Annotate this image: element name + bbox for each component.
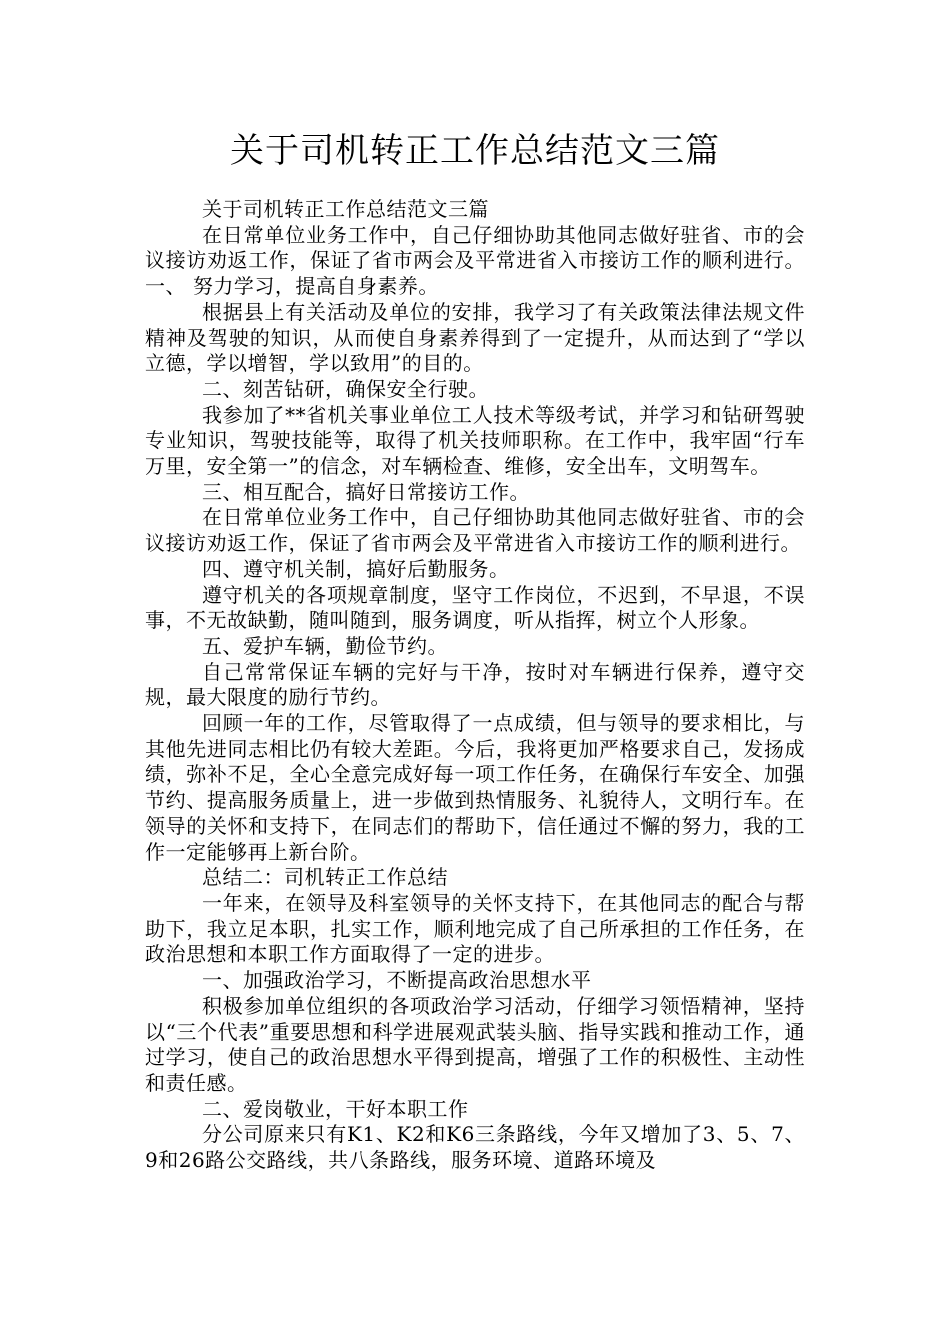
paragraph: 在日常单位业务工作中，自己仔细协助其他同志做好驻省、市的会议接访劝返工作，保证了省市两会及平常进省入市接访工作的顺利进行。 [145,505,805,556]
section-heading: 四、遵守机关制，搞好后勤服务。 [202,556,510,581]
paragraph: 积极参加单位组织的各项政治学习活动，仔细学习领悟精神，坚持以“三个代表”重要思想和科学进展观武装头脑、指导实践和推动工作，通过学习，使自己的政治思想水平得到提高，增强了工作的积极性、主动性和责任感。 [145,993,805,1095]
paragraph: 遵守机关的各项规章制度，坚守工作岗位，不迟到，不早退，不误事，不无故缺勤，随叫随到，服务调度，听从指挥，树立个人形象。 [145,582,805,633]
paragraph: 关于司机转正工作总结范文三篇 [202,197,489,221]
paragraph: 一年来，在领导及科室领导的关怀支持下，在其他同志的配合与帮助下，我立足本职，扎实工作，顺利地完成了自己所承担的工作任务，在政治思想和本职工作方面取得了一定的进步。 [145,890,805,967]
paragraph: 自己常常保证车辆的完好与干净，按时对车辆进行保养，遵守交规，最大限度的励行节约。 [145,659,805,710]
paragraph: 分公司原来只有K1、K2和K6三条路线，今年又增加了3、5、7、9和26路公交路线，共八条路线，服务环境、道路环境及 [145,1122,805,1173]
document-title: 关于司机转正工作总结范文三篇 [230,131,720,171]
section-heading: 三、相互配合，搞好日常接访工作。 [202,479,530,504]
paragraph: 回顾一年的工作，尽管取得了一点成绩，但与领导的要求相比，与其他先进同志相比仍有较大差距。今后，我将更加严格要求自己，发扬成绩，弥补不足，全心全意完成好每一项工作任务，在确保行车安全、加强节约、提高服务质量上，进一步做到热情服务、礼貌待人，文明行车。在领导的关怀和支持下，在同志们的帮助下，信任通过不懈的努力，我的工作一定能够再上新台阶。 [145,711,805,864]
paragraph: 根据县上有关活动及单位的安排，我学习了有关政策法律法规文件精神及驾驶的知识，从而使自身素养得到了一定提升，从而达到了“学以立德，学以增智，学以致用”的目的。 [145,299,805,376]
section-heading: 二、爱岗敬业，干好本职工作 [202,1096,469,1121]
section-heading: 总结二：司机转正工作总结 [202,865,448,890]
section-heading: 二、刻苦钻研，确保安全行驶。 [202,376,489,401]
section-heading: 五、爱护车辆，勤俭节约。 [202,633,448,658]
section-heading: 一、加强政治学习，不断提高政治思想水平 [202,968,592,993]
document-body [145,197,805,1174]
paragraph: 在日常单位业务工作中，自己仔细协助其他同志做好驻省、市的会议接访劝返工作，保证了省市两会及平常进省入市接访工作的顺利进行。一、 努力学习，提高自身素养。 [145,222,805,299]
paragraph: 我参加了**省机关事业单位工人技术等级考试，并学习和钻研驾驶专业知识，驾驶技能等，取得了机关技师职称。在工作中，我牢固“行车万里，安全第一”的信念，对车辆检查、维修，安全出车，文明驾车。 [145,402,805,479]
